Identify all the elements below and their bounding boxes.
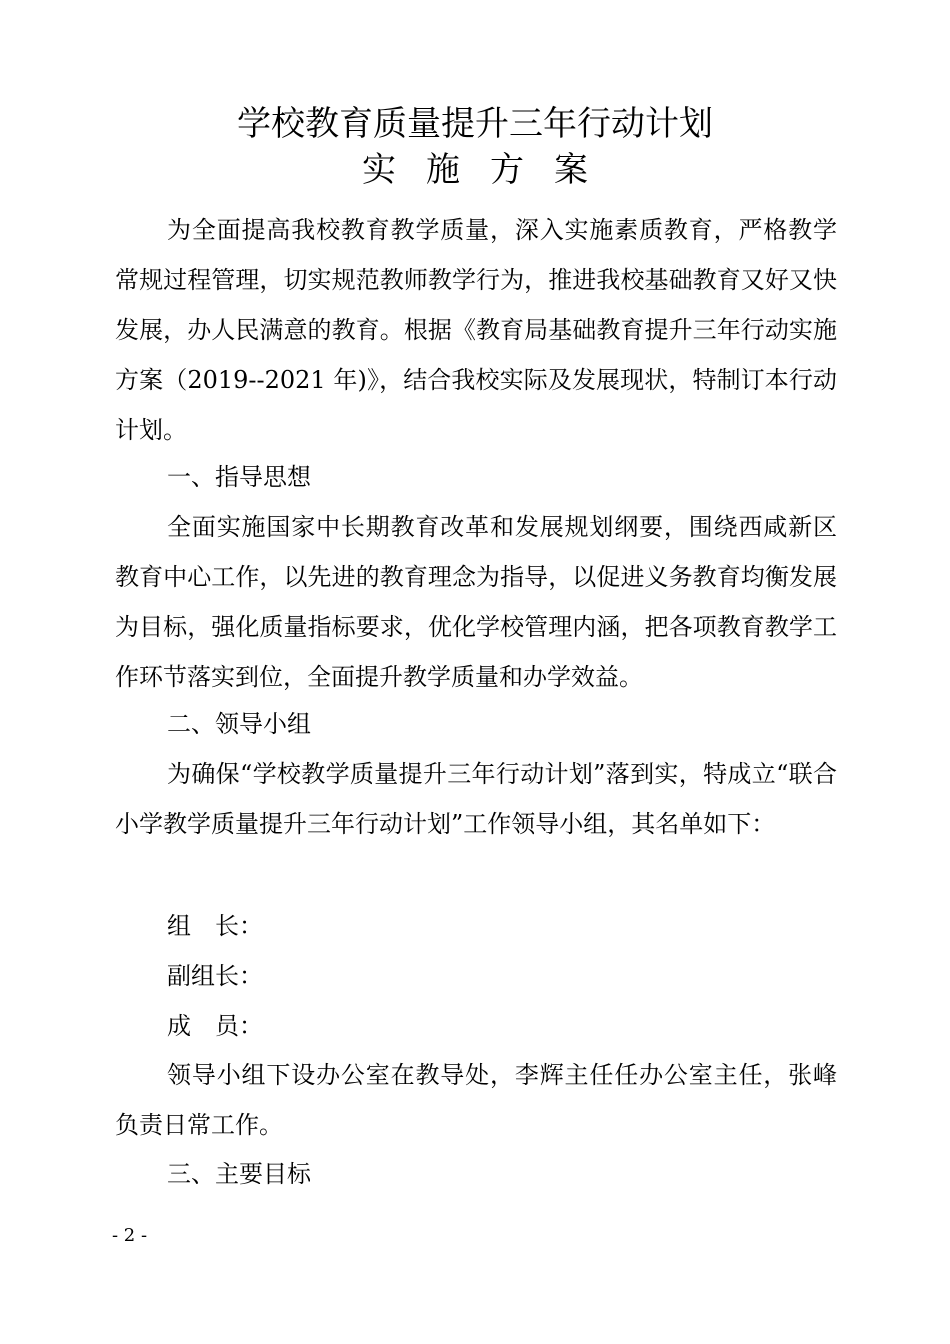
intro-paragraph: 为全面提高我校教育教学质量，深入实施素质教育，严格教学常规过程管理，切实规范教师教学行为，推进我校基础教育又好又快发展，办人民满意的教育。根据《教育局基础教育提升三年行动实施方案（2019--2021 年)》，结合我校实际及发展现状，特制订本行动计划。 [115,216,837,444]
section-heading-leadership-group: 二、领导小组 [167,710,311,738]
leadership-group-paragraph: 为确保“学校教学质量提升三年行动计划”落到实，特成立“联合小学教学质量提升三年行动计划”工作领导小组，其名单如下： [115,760,837,838]
page-number: - 2 - [112,1225,148,1246]
member-leader-line: 组 长： [167,912,263,940]
member-members-line: 成 员： [167,1012,263,1040]
section-heading-main-goals: 三、主要目标 [167,1160,311,1188]
section-heading-guiding-thought: 一、指导思想 [167,463,311,491]
document-subtitle: 实施方案 [362,150,618,190]
document-title: 学校教育质量提升三年行动计划 [237,104,713,144]
member-deputy-line: 副组长： [167,962,263,990]
guiding-thought-paragraph: 全面实施国家中长期教育改革和发展规划纲要，围绕西咸新区教育中心工作，以先进的教育理念为指导，以促进义务教育均衡发展为目标，强化质量指标要求，优化学校管理内涵，把各项教育教学工作环节落实到位，全面提升教学质量和办学效益。 [115,513,837,691]
office-note-paragraph: 领导小组下设办公室在教导处，李辉主任任办公室主任，张峰负责日常工作。 [115,1061,837,1139]
